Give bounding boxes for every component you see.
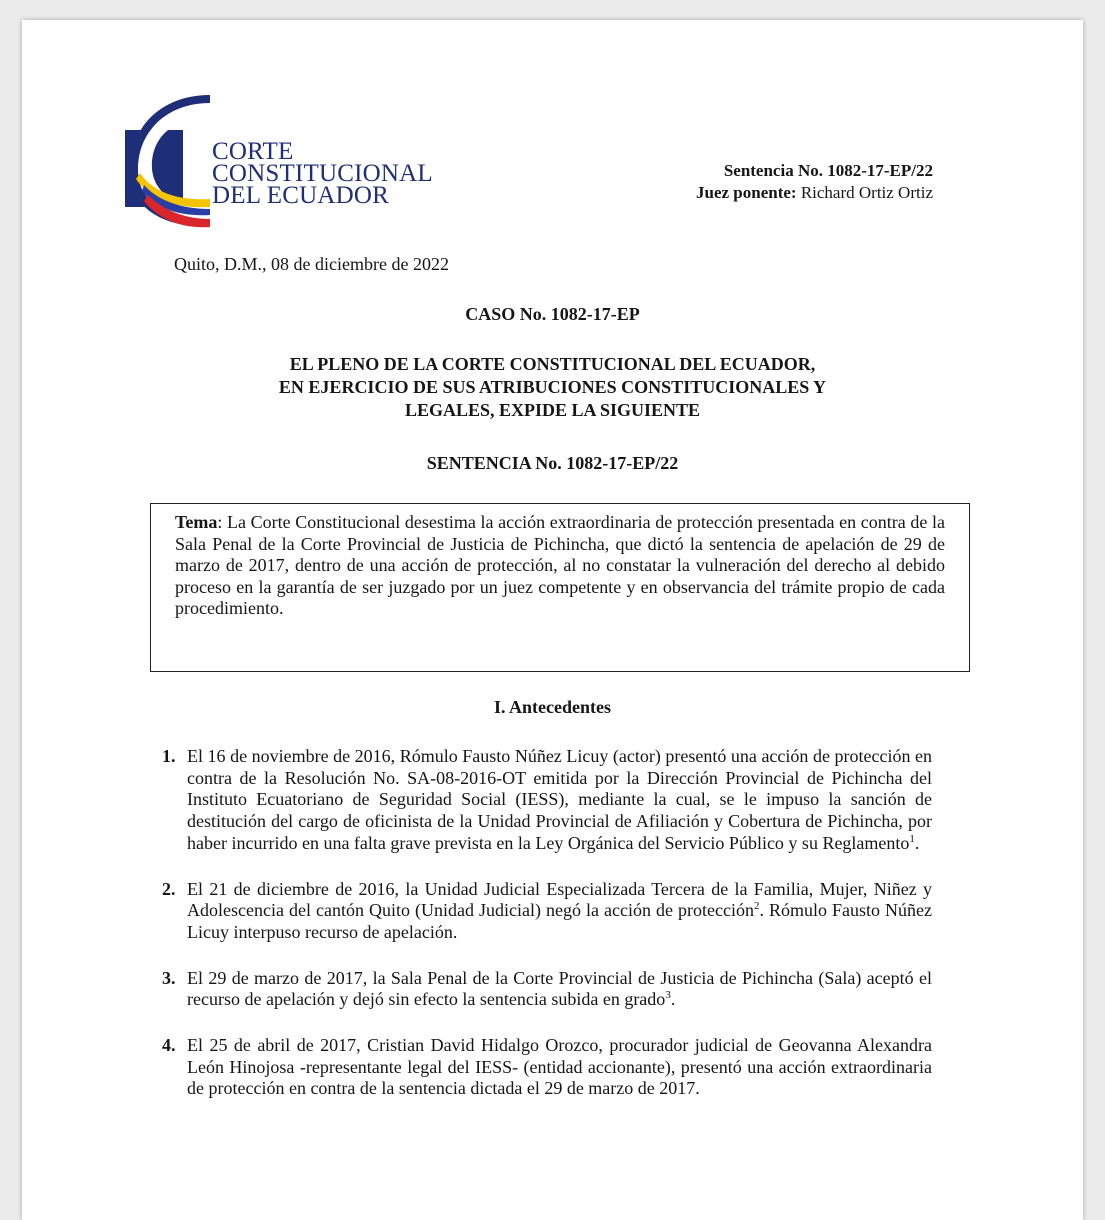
pleno-heading [22,353,1083,422]
footnote-ref[interactable]: 2 [753,900,760,913]
sentencia-title: SENTENCIA No. 1082-17-EP/22 [426,453,679,473]
tema-text: : La Corte Constitucional desestima la acción extraordinaria de protección presentada en contra de la Sala Penal de la Corte Provincial de Justicia de Pichincha, que dictó la sentencia de apelación de 29 de marzo de 2017, dentro de una acción de protección, al no constatar la vulneración del derecho al debido proceso en la garantía de ser juzgado por un juez competente y en observancia del trámite propio de cada procedimiento. [175,512,945,618]
court-logo [122,95,433,235]
document-page [22,20,1083,1220]
court-emblem-icon [122,95,212,235]
item-body: El 21 de diciembre de 2016, la Unidad Judicial Especializada Tercera de la Familia, Mujer, Niñez y Adolescencia del cantón Quito (Unidad Judicial) negó la acción de protección [187,878,932,921]
item-tail: . [670,989,676,1010]
item-tail: . Rómulo Fausto Núñez Licuy interpuso recurso de apelación. [187,900,932,942]
item-tail: . [914,832,920,853]
item-number: 1. [162,746,176,766]
logo-line-1: CORTE [212,138,294,165]
list-item [162,968,932,1011]
item-text [187,879,932,944]
item-body: El 29 de marzo de 2017, la Sala Penal de la Corte Provincial de Justicia de Pichincha (Sala) aceptó el recurso de apelación y dejó sin efecto la sentencia subida en grado [187,967,932,1010]
item-body: El 16 de noviembre de 2016, Rómulo Fausto Núñez Licuy (actor) presentó una acción de protección en contra de la Resolución No. SA-08-2016-OT emitida por la Dirección Provincial de Pichincha del Instituto Ecuatoriano de Seguridad Social (IESS), mediante la cual, se le impuso la sanción de destitución del cargo de oficinista de la Unidad Provincial de Afiliación y Cobertura de Pichincha, por haber incurrido en una falta grave prevista en la Ley Orgánica del Servicio Público y su Reglamento [187,746,932,853]
tema-label: Tema [175,512,218,532]
logo-line-3: DEL ECUADOR [212,182,389,209]
item-number: 4. [162,1035,176,1056]
juez-name: Richard Ortiz Ortiz [800,183,933,202]
sentencia-number: Sentencia No. 1082-17-EP/22 [723,161,933,180]
document-header [696,160,933,204]
pleno-line-3: LEGALES, EXPIDE LA SIGUIENTE [404,400,701,420]
list-item [162,746,932,855]
item-text [187,746,932,855]
caso-number: CASO No. 1082-17-EP [465,304,640,324]
pleno-line-2: EN EJERCICIO DE SUS ATRIBUCIONES CONSTITUCIONALES Y [278,377,827,397]
footnote-ref[interactable]: 1 [909,832,915,845]
antecedentes-list [162,746,932,1124]
footnote-ref[interactable]: 3 [665,989,671,1002]
juez-ponente [696,182,933,204]
item-text [187,968,932,1011]
item-body: El 25 de abril de 2017, Cristian David Hidalgo Orozco, procurador judicial de Geovanna Alexandra León Hinojosa -representante legal del IESS- (entidad accionante), presentó una acción extraordinaria de protección en contra de la sentencia dictada el 29 de marzo de 2017. [187,1035,932,1099]
court-logo-text [212,138,433,209]
item-text [187,1035,932,1100]
pleno-line-1: EL PLENO DE LA CORTE CONSTITUCIONAL DEL ECUADOR, [289,354,816,374]
section-title: I. Antecedentes [494,697,611,717]
logo-line-2: CONSTITUCIONAL [212,160,433,187]
item-number: 2. [162,878,176,899]
juez-label: Juez ponente: [695,183,797,202]
place-date: Quito, D.M., 08 de diciembre de 2022 [174,254,449,274]
list-item [162,879,932,944]
tema-box [150,503,970,672]
list-item [162,1035,932,1100]
item-number: 3. [162,967,176,988]
